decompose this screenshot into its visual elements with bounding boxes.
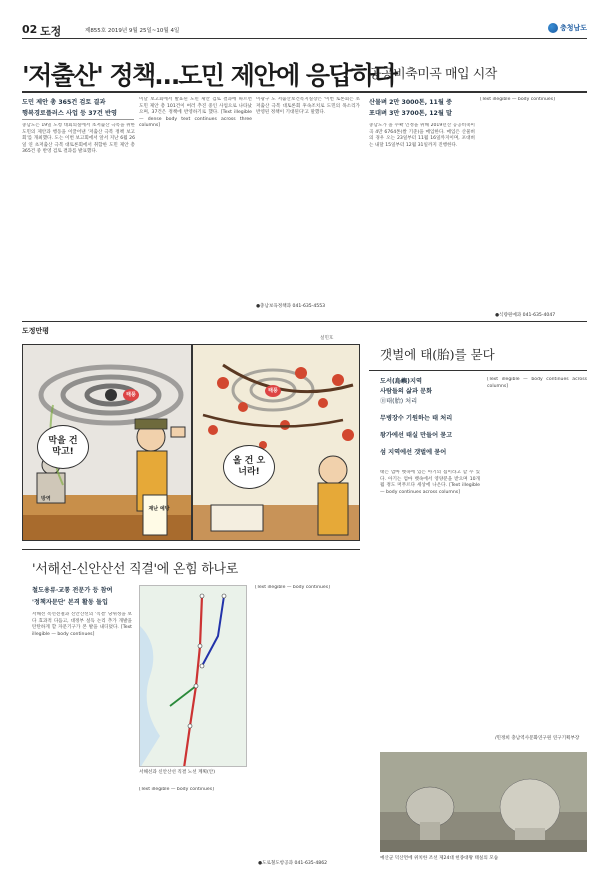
speech-text-left: 막을 건 막고!	[48, 436, 78, 457]
paragraph: 충남도가 올 수확 인정을 위해 2019년산 공공비축미곡 4만 6764톤(쌀 기준)을 매입한다.	[369, 123, 475, 135]
tidal-byline: /민정희 충남역사문화연구원 연구기획부장	[495, 736, 580, 741]
taesil-photo-image	[380, 752, 587, 852]
main-body-col2	[139, 97, 252, 307]
arm-label: 방역	[41, 496, 51, 502]
cartoon-label: 도정만평	[22, 327, 50, 335]
lead-line: 무병장수 기원하는 태 처리	[380, 415, 453, 422]
logo-text: 충청남도	[559, 24, 587, 32]
tidal-series	[380, 377, 432, 407]
rail-top-rule	[22, 549, 360, 550]
paragraph: [Text illegible — dense body text continues across three columns]	[139, 110, 252, 129]
rail-subhead-2: '정책자문단' 본격 활동 돌입	[32, 599, 108, 606]
paragraph: 충남도는 19일 도청 대회의실에서 초저출산 극복을 위한 도민의 제안과 행동을 이끌어낸 '저출산 극복 정책 보고회'를 개최했다.	[22, 123, 135, 142]
page-header	[22, 23, 587, 43]
lead-line: 왕가에선 태실 만들어 묻고	[380, 432, 453, 439]
paragraph: [Text illegible — body continues across columns]	[487, 377, 587, 389]
cartoon-artist: 설민호	[320, 336, 334, 341]
series-line: ⑪태(胎) 처리	[380, 398, 418, 405]
paragraph: 이날 보고회에서 발표된 도민 제안 검토 결과에 따르면 도민 제안 총 101건이 여러 추진 중인 사업으로 나타났으며, 37건은 정책에 반영하기로 했다.	[139, 97, 252, 116]
lead-line: 섬 지역에선 갯벌에 묻어	[380, 449, 447, 456]
side-subhead-2: 포대벼 3만 3700톤, 12월 말	[369, 110, 452, 117]
tidal-body-col2	[487, 377, 587, 677]
rail-map-caption: 서해선과 신안산선 직결 노선 계획(안)	[139, 770, 215, 775]
side-byline: ●식량원예과 041-635-4047	[495, 313, 556, 318]
paragraph: 태는 엄마 뱃속에 있는 아기의 집이라고 할 수 있다. 아기는 엄마 뱃속에서 영양분을 받으며 10개월 정도 머무르다 세상에 나온다.	[380, 470, 480, 489]
rail-byline: ●도로철도항공과 041-635-4862	[258, 861, 328, 866]
main-subhead-1: 도민 제안 총 365건 검토 결과	[22, 99, 106, 106]
taesil-photo	[380, 752, 587, 852]
typhoon-tag-right: 태풍	[265, 385, 281, 397]
speech-bubble-left	[37, 425, 89, 469]
paragraph: [Text illegible — body continues]	[480, 97, 555, 102]
tidal-body-col1	[380, 470, 480, 710]
logo	[548, 23, 587, 33]
side-headline: 공공비축미곡 매입 시작	[369, 67, 497, 82]
series-line: 도서(島嶼)지역	[380, 378, 422, 385]
tidal-headline: 갯벌에 태(胎)를 묻다	[380, 347, 495, 362]
main-byline: ●충남보육정책과 041-635-4553	[256, 304, 326, 309]
rail-body-col3	[255, 585, 360, 855]
paragraph: 이광구 도 저출산보건복지실장은 '이번 토론회는 초저출산 극복 대토론회 후속조치로 도민의 목소리가 반영된 정책이 기대된다'고 말했다.	[256, 97, 360, 116]
side-body-col1	[369, 123, 475, 313]
series-line: 사람들의 삶과 문화	[380, 388, 433, 395]
paragraph: [Text illegible — body continues]	[255, 585, 330, 590]
paragraph: [Text illegible — body continues]	[32, 625, 132, 637]
typhoon-tag-left: 태풍	[123, 389, 139, 401]
paragraph: [Text illegible — body continues]	[139, 787, 214, 792]
rail-subhead-1: 철도용류·교통 전문가 등 참여	[32, 587, 113, 594]
tidal-rule	[369, 370, 587, 371]
subhead-rule	[22, 119, 134, 120]
main-subhead-2: 행복경로플러스 사업 등 37건 반영	[22, 110, 117, 117]
taesil-caption: 예산군 덕산면에 위치한 조선 제24대 헌종대왕 태실의 모습	[380, 856, 499, 861]
speech-text-right: 올 건 오너라!	[232, 456, 266, 477]
logo-mark-icon	[548, 23, 558, 33]
paragraph: 서해선 복선전철과 신안산선의 '직결' 당위성을 보다 효과적 다듬고, 대정부 설득 논리 추가 개발을 탄탄하게 할 자문기구가 본 발을 내디뎠다.	[32, 612, 132, 631]
section-divider	[22, 321, 587, 322]
main-body-col1	[22, 123, 135, 303]
paragraph: 도는 이번 보고회에서 앞서 지난 6월 26일 연 초저출산 극복 대토론회에서 취합한 도민 제안 총 365건 중 반영 검토 결과를 발표했다.	[22, 136, 135, 155]
main-headline: '저출산' 정책…도민 제안에 응답하다	[22, 61, 397, 90]
rail-map-graphic	[140, 586, 247, 767]
headline-rule	[22, 91, 587, 93]
issue-info: 제855호 2019년 9월 25일~10월 4일	[85, 28, 180, 34]
rail-body-col1	[32, 612, 132, 867]
rail-body-col2	[139, 787, 247, 867]
rail-map	[139, 585, 247, 767]
paragraph: [Text illegible — body continues across columns]	[380, 483, 480, 495]
header-rule	[22, 38, 587, 39]
rail-headline: '서해선-신안산선 직결'에 온힘 하나로	[32, 562, 239, 577]
section-name: 도정	[40, 25, 62, 38]
disaster-sign: 재난 예방	[148, 506, 170, 512]
speech-bubble-right	[223, 445, 275, 489]
side-subhead-1: 산물벼 2만 3000톤, 11월 중	[369, 99, 452, 106]
page-number: 02	[22, 23, 38, 36]
paragraph: 매입은 산물벼의 경우 오는 23일부터 11월 16일까지이며, 포대벼는 내달 15일부터 12월 31일까지 진행한다.	[369, 129, 475, 148]
side-body-col2	[480, 97, 587, 307]
tidal-lead	[380, 410, 452, 461]
cartoon	[22, 344, 360, 541]
main-body-col3	[256, 97, 360, 297]
